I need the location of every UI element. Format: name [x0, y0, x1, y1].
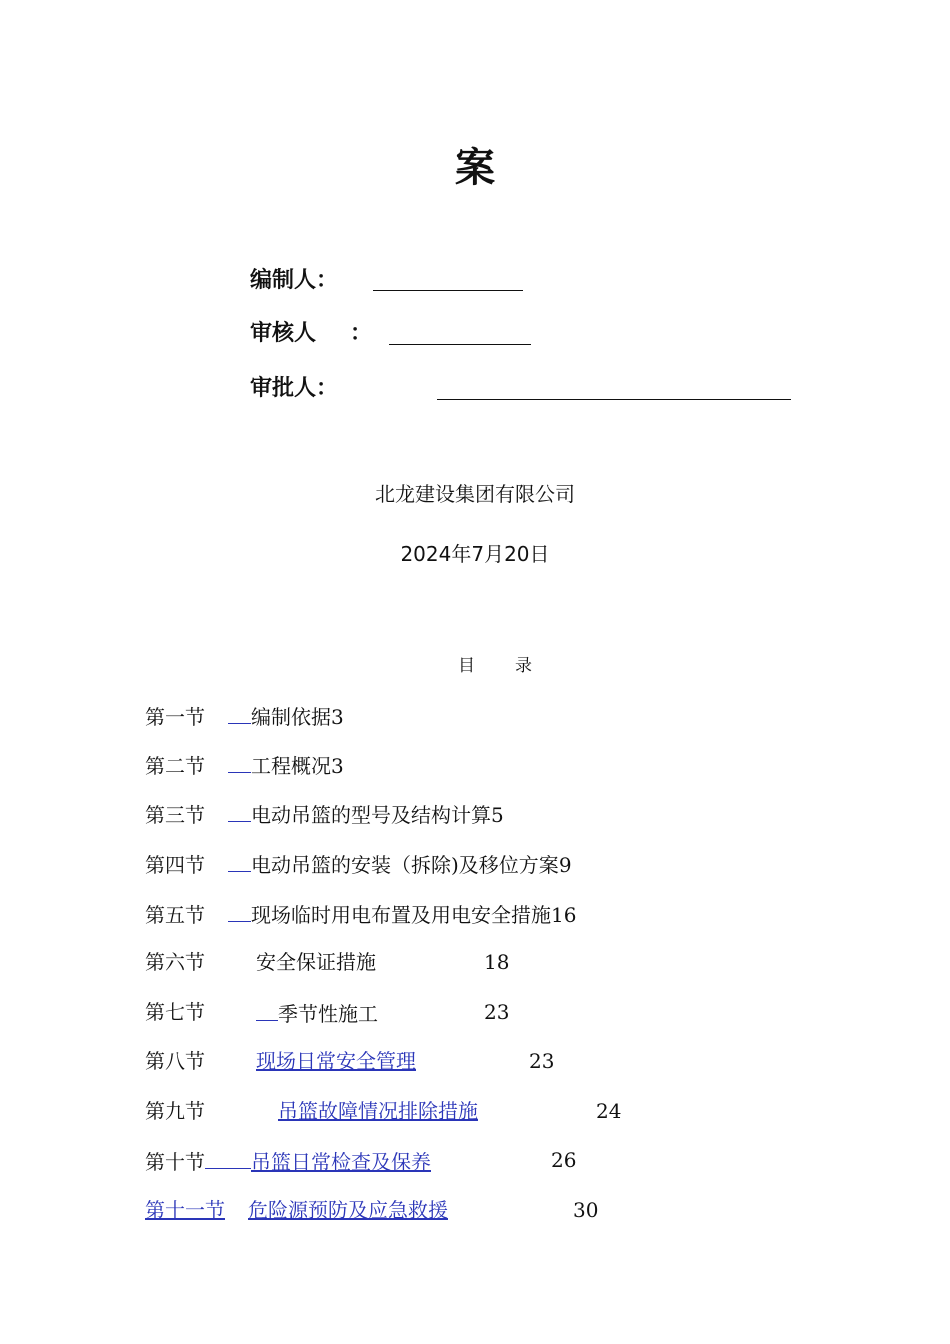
toc-entry-4[interactable]	[145, 849, 572, 879]
toc-entry-page: 16	[551, 903, 577, 927]
company-name: 北龙建设集团有限公司	[375, 482, 575, 506]
toc-entry-11[interactable]	[145, 1196, 448, 1224]
toc-entry-title: 电动吊篮的型号及结构计算	[251, 803, 491, 827]
toc-entry-page: 26	[551, 1148, 577, 1172]
toc-leader	[205, 1146, 251, 1169]
toc-section: 第九节	[145, 1099, 205, 1123]
toc-section: 第四节	[145, 853, 205, 877]
approver-signature-line	[437, 399, 791, 400]
compiler-signature-line	[373, 290, 523, 291]
document-date: 2024年7月20日	[400, 542, 550, 566]
toc-heading-right: 录	[515, 656, 532, 676]
toc-entry-6[interactable]	[145, 948, 205, 976]
toc-entry-page: 24	[596, 1099, 622, 1123]
toc-section: 第一节	[145, 705, 205, 729]
reviewer-label: 审核人	[250, 321, 317, 346]
toc-entry-8[interactable]	[145, 1047, 205, 1075]
toc-leader	[228, 701, 251, 724]
reviewer-colon: ：	[350, 321, 373, 346]
toc-entry-10[interactable]	[145, 1146, 431, 1176]
toc-entry-5[interactable]	[145, 899, 576, 929]
toc-section: 第六节	[145, 950, 205, 974]
toc-entry-page: 30	[573, 1198, 599, 1222]
reviewer-signature-line	[389, 344, 531, 345]
toc-section: 第二节	[145, 754, 205, 778]
toc-entry-9[interactable]	[145, 1097, 205, 1125]
toc-entry-page: 18	[484, 950, 510, 974]
toc-section: 第十一节	[145, 1198, 225, 1222]
toc-section: 第七节	[145, 1000, 205, 1024]
toc-leader	[228, 849, 251, 872]
toc-entry-title: 编制依据	[251, 705, 331, 729]
toc-entry-title-link[interactable]: 吊篮日常检查及保养	[251, 1150, 431, 1174]
toc-entry-page: 3	[331, 754, 344, 778]
document-title: 案	[455, 145, 495, 191]
toc-entry-1[interactable]	[145, 701, 344, 731]
toc-leader	[228, 750, 251, 773]
toc-entry-2[interactable]	[145, 750, 344, 780]
toc-section: 第十节	[145, 1150, 205, 1174]
toc-entry-page: 5	[491, 803, 504, 827]
compiler-label: 编制人：	[250, 268, 339, 293]
toc-entry-title: 现场临时用电布置及用电安全措施	[251, 903, 551, 927]
toc-entry-page: 23	[529, 1049, 555, 1073]
toc-leader	[228, 799, 251, 822]
toc-entry-7-title-group[interactable]	[256, 998, 378, 1028]
toc-entry-3[interactable]	[145, 799, 504, 829]
toc-entry-page: 9	[558, 853, 572, 877]
toc-leader	[256, 998, 278, 1021]
toc-entry-title-link[interactable]: 吊篮故障情况排除措施	[278, 1099, 478, 1123]
toc-entry-title: 季节性施工	[278, 1002, 378, 1026]
toc-entry-title: 工程概况	[251, 754, 331, 778]
approver-label: 审批人：	[250, 376, 339, 401]
toc-section: 第五节	[145, 903, 205, 927]
toc-entry-page: 23	[484, 1000, 510, 1024]
toc-entry-7[interactable]	[145, 998, 205, 1026]
toc-entry-title: 危险源预防及应急救援	[248, 1198, 448, 1222]
toc-entry-title-link[interactable]: 现场日常安全管理	[256, 1049, 416, 1073]
toc-section: 第三节	[145, 803, 205, 827]
toc-leader	[228, 899, 251, 922]
toc-entry-title: 电动吊篮的安装（拆除)及移位方案	[251, 853, 559, 877]
toc-heading-left: 目	[458, 656, 475, 676]
toc-entry-title[interactable]: 安全保证措施	[256, 950, 376, 974]
toc-heading	[0, 654, 950, 678]
toc-entry-page: 3	[331, 705, 344, 729]
toc-section: 第八节	[145, 1049, 205, 1073]
